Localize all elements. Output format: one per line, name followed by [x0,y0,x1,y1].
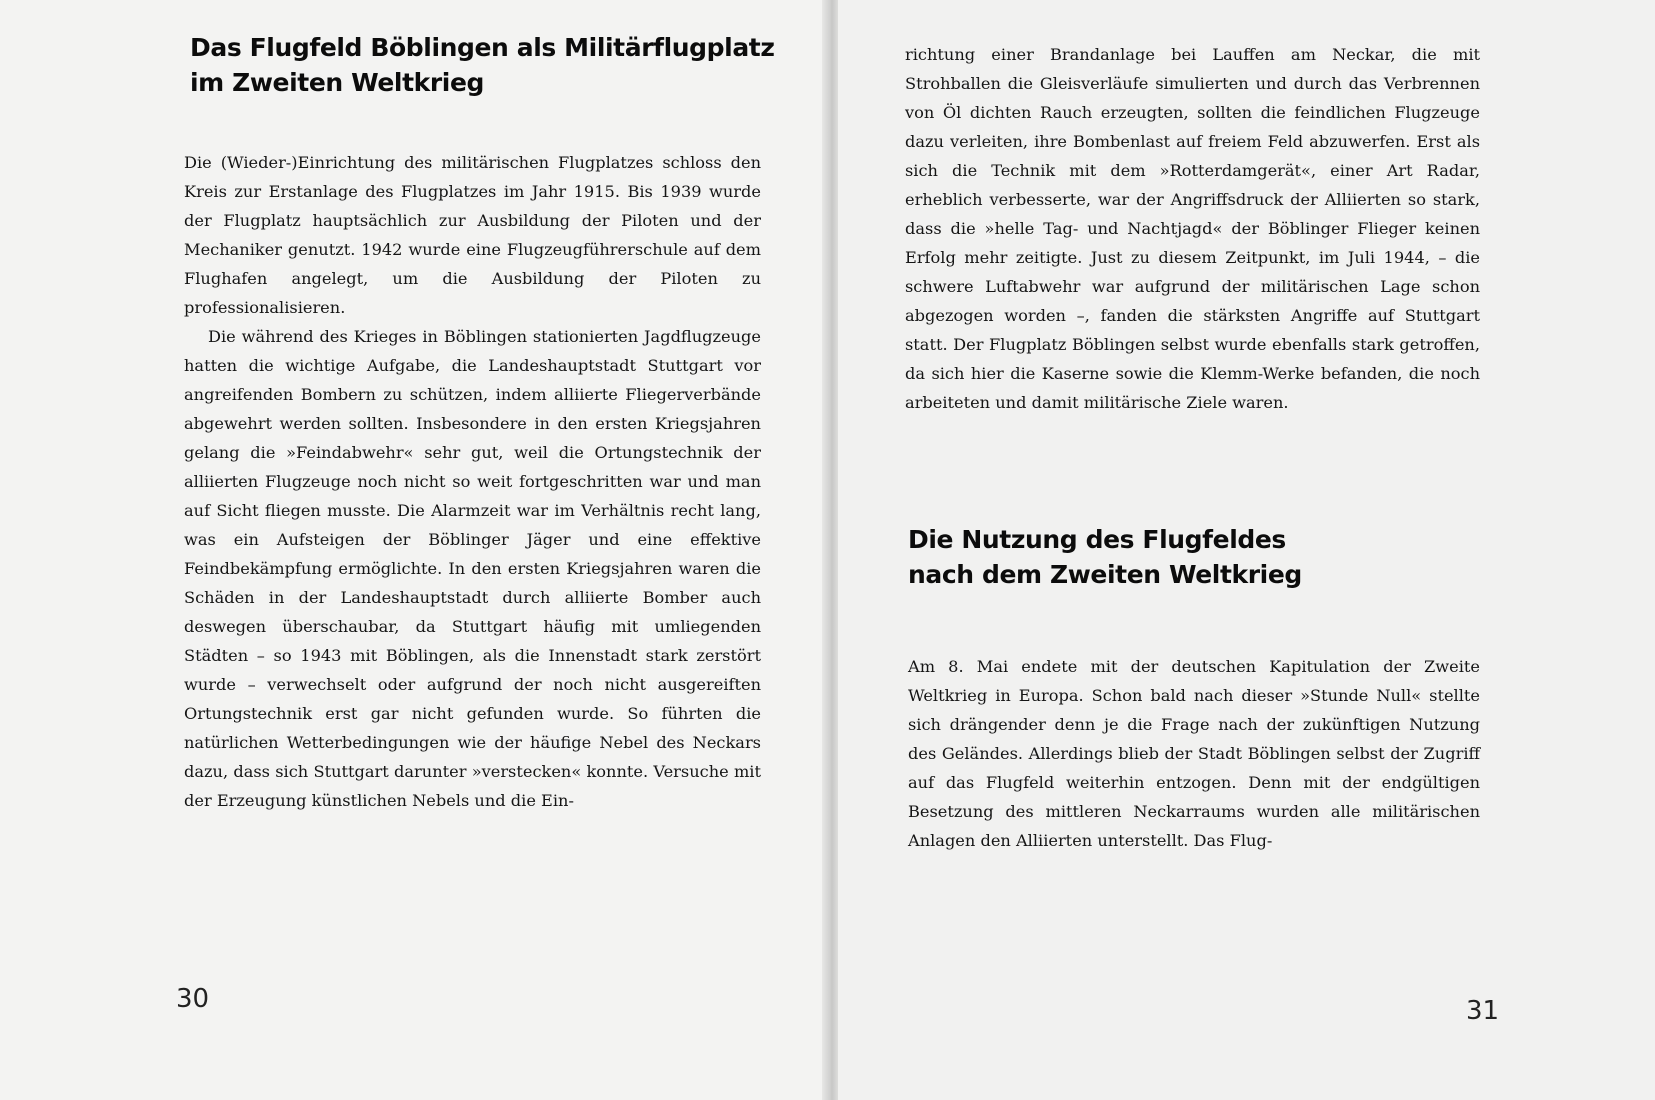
right-page-heading [908,522,1468,592]
heading-line: Die Nutzung des Flugfeldes [908,525,1286,554]
right-page-body-bottom [908,652,1480,855]
heading-line: nach dem Zweiten Weltkrieg [908,560,1302,589]
page-number: 31 [1466,996,1500,1026]
body-paragraph: Die während des Krieges in Böblingen stationierten Jagdflugzeuge hatten die wichtige Aufgabe, die Landeshauptstadt Stuttgart vor angreifenden Bombern zu schützen, indem alliierte Fliegerverbände abgewehrt werden sollten. Insbesondere in den ersten Kriegsjahren gelang die »Feindabwehr« sehr gut, weil die Ortungstechnik der alliierten Flugzeuge noch nicht so weit fortgeschritten war und man auf Sicht fliegen musste. Die Alarmzeit war im Verhältnis recht lang, was ein Aufsteigen der Böblinger Jäger und eine effektive Feindbekämpfung ermöglichte. In den ersten Kriegsjahren waren die Schäden in der Landeshauptstadt durch alliierte Bomber auch deswegen überschaubar, da Stuttgart häufig mit umliegenden Städten – so 1943 mit Böblingen, als die Innenstadt stark zerstört wurde – verwechselt oder aufgrund der noch nicht ausgereiften Ortungstechnik erst gar nicht gefunden wurde. So führten die natürlichen Wetterbedingungen wie der häufige Nebel des Neckars dazu, dass sich Stuttgart darunter »verstecken« konnte. Versuche mit der Erzeugung künstlichen Nebels und die Ein- [184,327,761,810]
left-page-body [184,148,761,815]
heading-line: Das Flugfeld Böblingen als Militärflugplatz [190,33,775,62]
body-paragraph: richtung einer Brandanlage bei Lauffen am Neckar, die mit Strohballen die Gleisverläufe simulierten und durch das Verbrennen von Öl dichten Rauch erzeugten, sollten die feindlichen Flugzeuge dazu verleiten, ihre Bombenlast auf freiem Feld abzuwerfen. Erst als sich die Technik mit dem »Rotterdamgerät«, einer Art Radar, erheblich verbesserte, war der Angriffsdruck der Alliierten so stark, dass die »helle Tag- und Nachtjagd« der Böblinger Flieger keinen Erfolg mehr zeitigte. Just zu diesem Zeitpunkt, im Juli 1944, – die schwere Luftabwehr war aufgrund der militärischen Lage schon abgezogen worden –, fanden die stärksten Angriffe auf Stuttgart statt. Der Flugplatz Böblingen selbst wurde ebenfalls stark getroffen, da sich hier die Kaserne sowie die Klemm-Werke befanden, die noch arbeiteten und damit militärische Ziele waren. [905,45,1480,412]
right-page-body-top [905,40,1480,417]
body-paragraph: Am 8. Mai endete mit der deutschen Kapitulation der Zweite Weltkrieg in Europa. Schon bald nach dieser »Stunde Null« stellte sich drängender denn je die Frage nach der zukünftigen Nutzung des Geländes. Allerdings blieb der Stadt Böblingen selbst der Zugriff auf das Flugfeld weiterhin entzogen. Denn mit der endgültigen Besetzung des mittleren Neckarraums wurden alle militärischen Anlagen den Alliierten unterstellt. Das Flug- [908,657,1480,850]
left-page-heading [190,30,790,100]
right-page [838,0,1655,1100]
body-paragraph: Die (Wieder-)Einrichtung des militärischen Flugplatzes schloss den Kreis zur Erstanlage des Flugplatzes im Jahr 1915. Bis 1939 wurde der Flugplatz hauptsächlich zur Ausbildung der Piloten und der Mechaniker genutzt. 1942 wurde eine Flugzeugführerschule auf dem Flughafen angelegt, um die Ausbildung der Piloten zu professionalisieren. [184,153,761,317]
page-number: 30 [176,984,210,1014]
heading-line: im Zweiten Weltkrieg [190,68,485,97]
